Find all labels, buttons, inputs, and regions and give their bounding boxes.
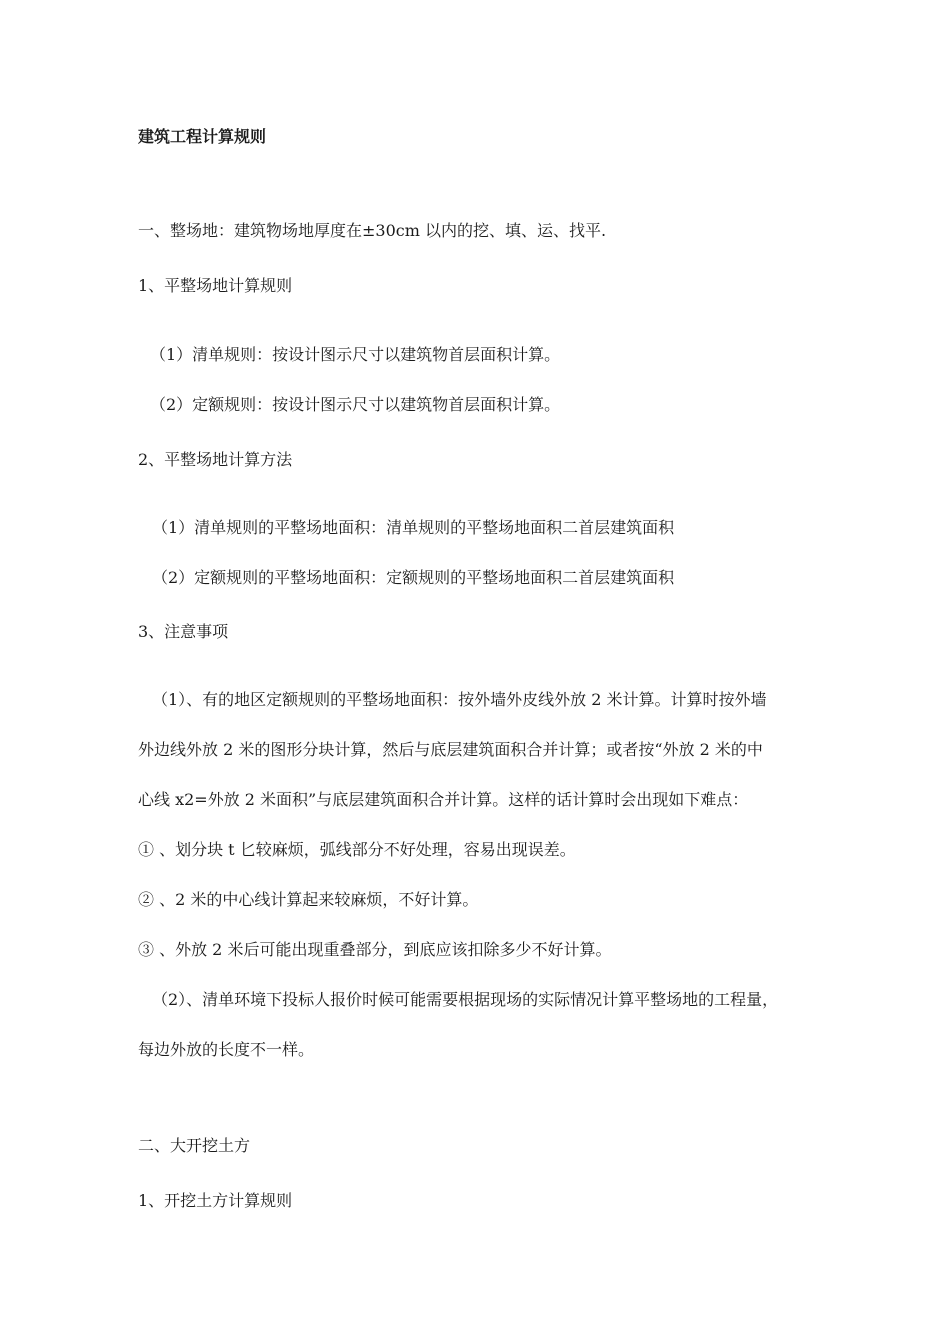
subheading: 3、注意事项 (138, 622, 229, 641)
paragraph-line: 心线 x2=外放 2 米面积”与底层建筑面积合并计算。这样的话计算时会出现如下难点： (138, 790, 749, 809)
list-item: ① 、划分块 t 匕较麻烦，弧线部分不好处理，容易出现误差。 (138, 840, 576, 859)
section-heading-2: 二、大开挖土方 (138, 1136, 251, 1155)
list-item: ③ 、外放 2 米后可能出现重叠部分，到底应该扣除多少不好计算。 (138, 940, 612, 959)
subheading: 1、平整场地计算规则 (138, 276, 293, 295)
paragraph-line: 每边外放的长度不一样。 (138, 1040, 315, 1059)
subheading: 1、开挖土方计算规则 (138, 1191, 293, 1210)
section-heading-1: 一、整场地：建筑物场地厚度在±30cm 以内的挖、填、运、找平. (138, 221, 607, 240)
paragraph-line: 外边线外放 2 米的图形分块计算，然后与底层建筑面积合并计算；或者按“外放 2 米的中 (138, 740, 763, 759)
list-item: ② 、2 米的中心线计算起来较麻烦，不好计算。 (138, 890, 479, 909)
paragraph-line: （1）清单规则的平整场地面积：清单规则的平整场地面积二首层建筑面积 (152, 518, 675, 537)
paragraph-line: （2）、清单环境下投标人报价时候可能需要根据现场的实际情况计算平整场地的工程量， (152, 990, 779, 1009)
paragraph-line: （1）清单规则：按设计图示尺寸以建筑物首层面积计算。 (150, 345, 561, 364)
paragraph-line: （2）定额规则：按设计图示尺寸以建筑物首层面积计算。 (150, 395, 561, 414)
paragraph-line: （2）定额规则的平整场地面积：定额规则的平整场地面积二首层建筑面积 (152, 568, 675, 587)
paragraph-line: （1）、有的地区定额规则的平整场地面积：按外墙外皮线外放 2 米计算。计算时按外墙 (152, 690, 767, 709)
subheading: 2、平整场地计算方法 (138, 450, 293, 469)
document-title: 建筑工程计算规则 (138, 127, 267, 146)
